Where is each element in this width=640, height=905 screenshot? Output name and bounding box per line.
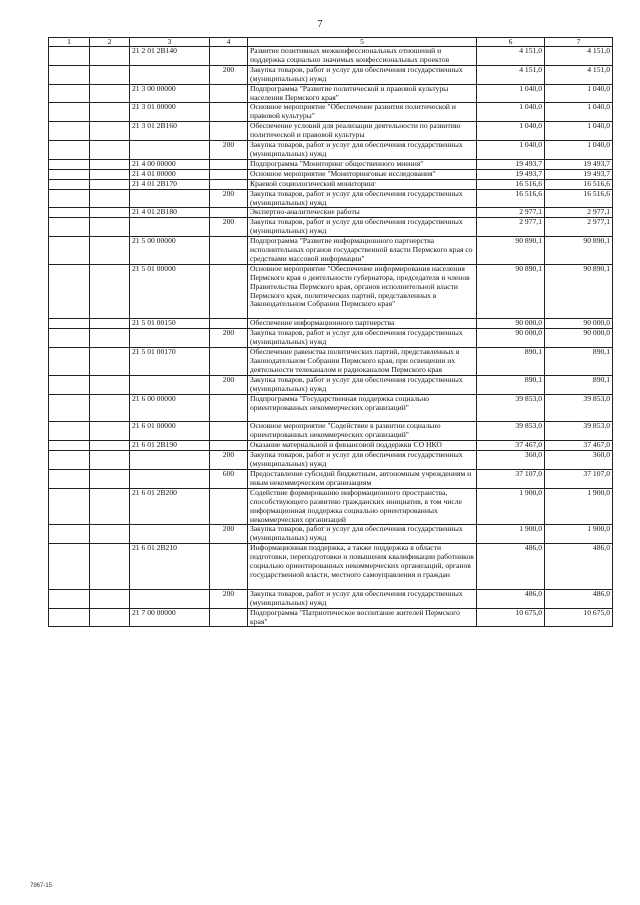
budget-code-cell: 21 4 01 2В180 [130,208,210,218]
col1-cell [49,122,90,141]
budget-code-cell [130,589,210,608]
amount-col6-cell: 486,0 [477,544,545,590]
item-name-cell: Основное мероприятие "Обеспечение развития политической и правовой культуры" [248,103,477,122]
col2-cell [90,84,130,103]
header-cell-2: 2 [90,38,130,47]
budget-code-cell: 21 6 01 2В200 [130,488,210,525]
amount-col7-cell: 90 000,0 [545,329,613,348]
item-name-cell: Подпрограмма "Государственная поддержка социально ориентированных некоммерческих организаций" [248,394,477,422]
amount-col6-cell: 37 107,0 [477,469,545,488]
budget-code-cell: 21 5 00 00000 [130,237,210,265]
header-cell-3: 3 [130,38,210,47]
amount-col6-cell: 90 000,0 [477,329,545,348]
amount-col7-cell: 890,1 [545,348,613,376]
amount-col7-cell: 486,0 [545,544,613,590]
table-row [49,329,613,348]
col2-cell [90,394,130,422]
expense-type-cell: 200 [210,451,248,470]
col1-cell [49,208,90,218]
table-row [49,189,613,208]
item-name-cell: Обеспечение равенства политических партий, представленных в Законодательном Собрании Пермского края, при освещении их деятельности телеканалом и радиоканалом Пермского края [248,348,477,376]
col2-cell [90,65,130,84]
expense-type-cell: 200 [210,329,248,348]
table-row [49,451,613,470]
item-name-cell: Оказание материальной и финансовой поддержки СО НКО [248,441,477,451]
item-name-cell: Подпрограмма "Патриотическое воспитание жителей Пермского края" [248,608,477,627]
item-name-cell: Развитие позитивных межконфессиональных отношений и поддержка социально значимых конфессиональных проектов [248,47,477,66]
expense-type-cell [210,348,248,376]
budget-code-cell: 21 2 01 2В140 [130,47,210,66]
col1-cell [49,159,90,169]
amount-col6-cell: 39 853,0 [477,394,545,422]
item-name-cell: Закупка товаров, работ и услуг для обеспечения государственных (муниципальных) нужд [248,525,477,544]
amount-col6-cell: 37 467,0 [477,441,545,451]
col1-cell [49,218,90,237]
amount-col7-cell: 90 890,1 [545,264,613,319]
amount-col6-cell: 2 977,1 [477,208,545,218]
amount-col7-cell: 2 977,1 [545,208,613,218]
col2-cell [90,218,130,237]
col1-cell [49,169,90,179]
page-number: 7 [317,19,323,30]
expense-type-cell [210,264,248,319]
col1-cell [49,319,90,329]
item-name-cell: Закупка товаров, работ и услуг для обеспечения государственных (муниципальных) нужд [248,375,477,394]
col1-cell [49,441,90,451]
header-cell-1: 1 [49,38,90,47]
amount-col6-cell: 1 040,0 [477,122,545,141]
col1-cell [49,608,90,627]
table-row [49,47,613,66]
item-name-cell: Закупка товаров, работ и услуг для обеспечения государственных (муниципальных) нужд [248,65,477,84]
item-name-cell: Краевой социологический мониторинг [248,179,477,189]
expense-type-cell [210,208,248,218]
amount-col6-cell: 486,0 [477,589,545,608]
expense-type-cell [210,122,248,141]
amount-col7-cell: 2 977,1 [545,218,613,237]
table-row [49,208,613,218]
amount-col7-cell: 39 853,0 [545,394,613,422]
expense-type-cell [210,488,248,525]
col2-cell [90,208,130,218]
amount-col6-cell: 1 040,0 [477,141,545,160]
expense-type-cell [210,441,248,451]
table-row [49,469,613,488]
item-name-cell: Экспертно-аналитические работы [248,208,477,218]
amount-col6-cell: 890,1 [477,375,545,394]
col2-cell [90,469,130,488]
budget-code-cell: 21 5 01 00170 [130,348,210,376]
budget-code-cell: 21 4 01 2В170 [130,179,210,189]
amount-col7-cell: 90 000,0 [545,319,613,329]
budget-code-cell: 21 3 01 2В160 [130,122,210,141]
header-cell-4: 4 [210,38,248,47]
document-code: 7967-15 [30,883,53,889]
budget-code-cell [130,469,210,488]
col2-cell [90,122,130,141]
col2-cell [90,141,130,160]
table-row [49,525,613,544]
table-row [49,84,613,103]
col2-cell [90,47,130,66]
amount-col6-cell: 10 675,0 [477,608,545,627]
expense-type-cell: 600 [210,469,248,488]
expense-type-cell: 200 [210,525,248,544]
col1-cell [49,525,90,544]
table-row [49,65,613,84]
amount-col6-cell: 1 900,0 [477,488,545,525]
amount-col7-cell: 1 900,0 [545,525,613,544]
budget-code-cell [130,451,210,470]
col1-cell [49,103,90,122]
item-name-cell: Информационная поддержка, а также поддержка в области подготовки, переподготовки и повышения квалификации работников социально ориентированных некоммерческих организаций, органов государственной власти, местного самоуправления и граждан [248,544,477,590]
amount-col6-cell: 1 040,0 [477,103,545,122]
expense-type-cell: 200 [210,589,248,608]
table-row [49,544,613,590]
amount-col7-cell: 19 493,7 [545,159,613,169]
item-name-cell: Содействие формированию информационного пространства, способствующего развитию гражданских инициатив, в том числе информационная поддержка социально ориентированных некоммерческих организаций [248,488,477,525]
amount-col6-cell: 2 977,1 [477,218,545,237]
table-row [49,319,613,329]
expense-type-cell: 200 [210,189,248,208]
expense-type-cell [210,169,248,179]
item-name-cell: Основное мероприятие "Содействие в развитии социально ориентированных некоммерческих организаций" [248,422,477,441]
col1-cell [49,469,90,488]
col2-cell [90,264,130,319]
budget-code-cell: 21 5 01 00150 [130,319,210,329]
col2-cell [90,441,130,451]
budget-code-cell: 21 3 01 00000 [130,103,210,122]
budget-code-cell: 21 4 01 00000 [130,169,210,179]
item-name-cell: Закупка товаров, работ и услуг для обеспечения государственных (муниципальных) нужд [248,218,477,237]
amount-col6-cell: 4 151,0 [477,65,545,84]
item-name-cell: Закупка товаров, работ и услуг для обеспечения государственных (муниципальных) нужд [248,141,477,160]
amount-col7-cell: 4 151,0 [545,47,613,66]
amount-col7-cell: 90 890,1 [545,237,613,265]
budget-code-cell [130,65,210,84]
amount-col7-cell: 16 516,6 [545,189,613,208]
table-row [49,589,613,608]
amount-col7-cell: 1 040,0 [545,84,613,103]
amount-col6-cell: 16 516,6 [477,189,545,208]
col2-cell [90,608,130,627]
expense-type-cell: 200 [210,375,248,394]
item-name-cell: Предоставление субсидий бюджетным, автономным учреждениям и иным некоммерческим организациям [248,469,477,488]
header-cell-5: 5 [248,38,477,47]
table-row [49,103,613,122]
col1-cell [49,589,90,608]
table-row [49,422,613,441]
col1-cell [49,329,90,348]
item-name-cell: Подпрограмма "Мониторинг общественного мнения" [248,159,477,169]
col1-cell [49,65,90,84]
col1-cell [49,141,90,160]
col2-cell [90,319,130,329]
amount-col7-cell: 1 040,0 [545,141,613,160]
item-name-cell: Подпрограмма "Развитие политической и правовой культуры населения Пермского края" [248,84,477,103]
amount-col7-cell: 37 107,0 [545,469,613,488]
item-name-cell: Закупка товаров, работ и услуг для обеспечения государственных (муниципальных) нужд [248,589,477,608]
amount-col6-cell: 39 853,0 [477,422,545,441]
amount-col6-cell: 360,0 [477,451,545,470]
item-name-cell: Обеспечение информационного партнерства [248,319,477,329]
header-cell-6: 6 [477,38,545,47]
expense-type-cell [210,608,248,627]
header-row [49,38,613,47]
budget-table [48,37,613,627]
expense-type-cell: 200 [210,65,248,84]
expense-type-cell [210,319,248,329]
table-row [49,264,613,319]
col1-cell [49,179,90,189]
expense-type-cell [210,179,248,189]
table-row [49,122,613,141]
expense-type-cell: 200 [210,141,248,160]
table-row [49,608,613,627]
col2-cell [90,237,130,265]
col2-cell [90,488,130,525]
amount-col7-cell: 16 516,6 [545,179,613,189]
budget-code-cell: 21 5 01 00000 [130,264,210,319]
amount-col7-cell: 360,0 [545,451,613,470]
budget-code-cell: 21 6 01 2В190 [130,441,210,451]
amount-col7-cell: 37 467,0 [545,441,613,451]
amount-col6-cell: 90 890,1 [477,237,545,265]
amount-col7-cell: 1 040,0 [545,103,613,122]
table-row [49,159,613,169]
table-row [49,394,613,422]
expense-type-cell [210,103,248,122]
budget-code-cell: 21 6 00 00000 [130,394,210,422]
col1-cell [49,348,90,376]
budget-code-cell: 21 6 01 00000 [130,422,210,441]
col1-cell [49,422,90,441]
col1-cell [49,84,90,103]
col2-cell [90,103,130,122]
amount-col7-cell: 1 900,0 [545,488,613,525]
item-name-cell: Обеспечение условий для реализации деятельности по развитию политической и правовой культуры [248,122,477,141]
budget-code-cell: 21 6 01 2В210 [130,544,210,590]
budget-code-cell [130,375,210,394]
col1-cell [49,237,90,265]
col1-cell [49,451,90,470]
budget-code-cell [130,218,210,237]
amount-col6-cell: 4 151,0 [477,47,545,66]
header-cell-7: 7 [545,38,613,47]
item-name-cell: Закупка товаров, работ и услуг для обеспечения государственных (муниципальных) нужд [248,451,477,470]
budget-code-cell [130,525,210,544]
expense-type-cell [210,544,248,590]
col1-cell [49,47,90,66]
budget-code-cell [130,189,210,208]
col1-cell [49,394,90,422]
amount-col6-cell: 890,1 [477,348,545,376]
table-row [49,169,613,179]
amount-col6-cell: 19 493,7 [477,159,545,169]
table-row [49,141,613,160]
amount-col7-cell: 19 493,7 [545,169,613,179]
col2-cell [90,451,130,470]
amount-col6-cell: 90 890,1 [477,264,545,319]
item-name-cell: Закупка товаров, работ и услуг для обеспечения государственных (муниципальных) нужд [248,329,477,348]
amount-col6-cell: 19 493,7 [477,169,545,179]
col2-cell [90,189,130,208]
budget-code-cell: 21 7 00 00000 [130,608,210,627]
amount-col6-cell: 16 516,6 [477,179,545,189]
col1-cell [49,544,90,590]
col2-cell [90,589,130,608]
amount-col7-cell: 890,1 [545,375,613,394]
col2-cell [90,329,130,348]
amount-col7-cell: 39 853,0 [545,422,613,441]
amount-col6-cell: 90 000,0 [477,319,545,329]
table-row [49,237,613,265]
col1-cell [49,375,90,394]
expense-type-cell [210,84,248,103]
col1-cell [49,488,90,525]
col2-cell [90,375,130,394]
amount-col7-cell: 1 040,0 [545,122,613,141]
expense-type-cell [210,394,248,422]
col2-cell [90,525,130,544]
col2-cell [90,169,130,179]
table-row [49,179,613,189]
amount-col6-cell: 1 900,0 [477,525,545,544]
budget-code-cell [130,141,210,160]
item-name-cell: Основное мероприятие "Обеспечение информирования населения Пермского края о деятельности губернатора, председателя и членов Правительства Пермского края, органов исполнительной власти Пермского края, политических партий, представленных в Законодательном Собрании Пермского края" [248,264,477,319]
col2-cell [90,422,130,441]
expense-type-cell [210,47,248,66]
table-row [49,375,613,394]
item-name-cell: Основное мероприятие "Мониторинговые исследования" [248,169,477,179]
col2-cell [90,348,130,376]
table-row [49,218,613,237]
col1-cell [49,189,90,208]
item-name-cell: Подпрограмма "Развитие информационного партнерства исполнительных органов государственной власти Пермского края со средствами массовой информации" [248,237,477,265]
col2-cell [90,544,130,590]
amount-col7-cell: 10 675,0 [545,608,613,627]
expense-type-cell: 200 [210,218,248,237]
item-name-cell: Закупка товаров, работ и услуг для обеспечения государственных (муниципальных) нужд [248,189,477,208]
amount-col7-cell: 4 151,0 [545,65,613,84]
amount-col7-cell: 486,0 [545,589,613,608]
budget-code-cell [130,329,210,348]
table-row [49,441,613,451]
col1-cell [49,264,90,319]
expense-type-cell [210,237,248,265]
col2-cell [90,179,130,189]
budget-code-cell: 21 4 00 00000 [130,159,210,169]
amount-col6-cell: 1 040,0 [477,84,545,103]
table-row [49,348,613,376]
expense-type-cell [210,422,248,441]
budget-code-cell: 21 3 00 00000 [130,84,210,103]
expense-type-cell [210,159,248,169]
col2-cell [90,159,130,169]
table-row [49,488,613,525]
